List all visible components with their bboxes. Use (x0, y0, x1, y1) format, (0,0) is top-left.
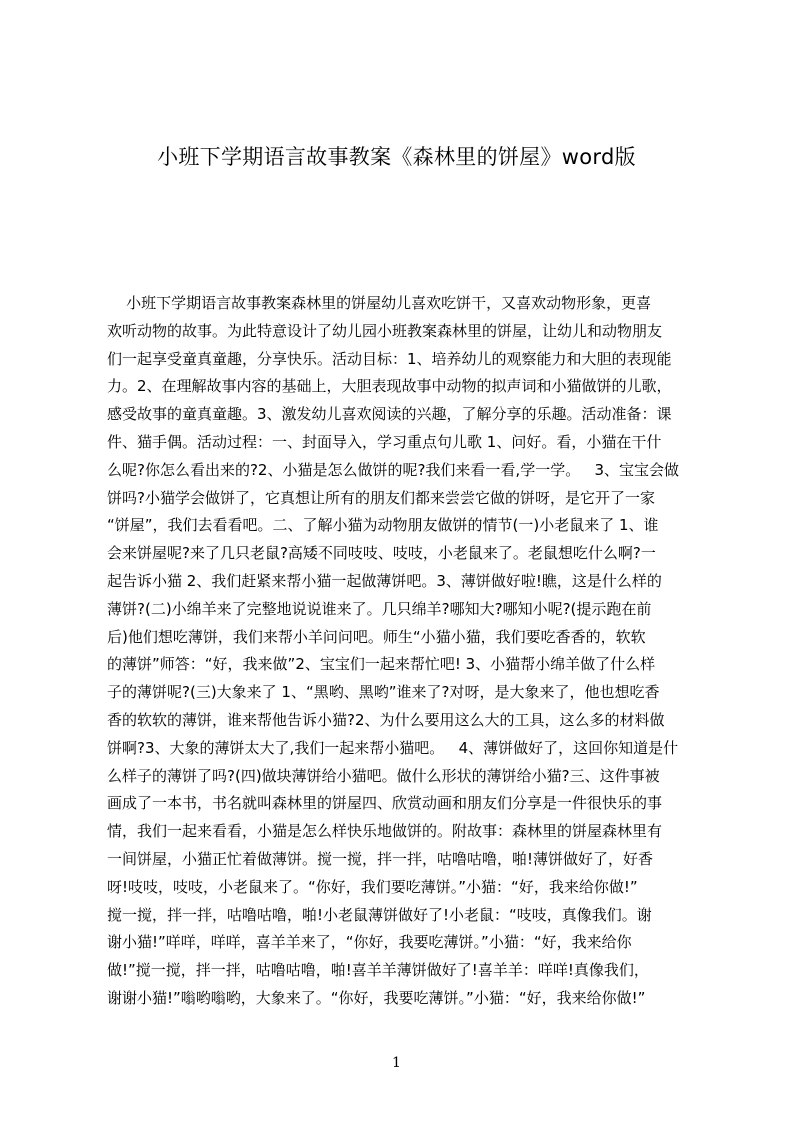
body-text-line: 小班下学期语言故事教案森林里的饼屋幼儿喜欢吃饼干，又喜欢动物形象，更喜 (107, 294, 652, 312)
body-text-line: 的薄饼”师答：“好，我来做”2、宝宝们一起来帮忙吧! 3、小猫帮小绵羊做了什么样 (107, 655, 656, 674)
body-text-line: 搅一搅，拌一拌，咕噜咕噜，啪!小老鼠薄饼做好了!小老鼠：“吱吱，真像我们。谢 (107, 905, 652, 924)
body-text-line: 子的薄饼呢?(三)大象来了 1、“黑哟、黑哟”谁来了?对呀，是大象来了，他也想吃香 (107, 683, 660, 702)
body-text-line: 呀!吱吱，吱吱，小老鼠来了。“你好，我们要吃薄饼。”小猫：“好，我来给你做!” (107, 877, 638, 896)
body-text-line: 件、猫手偶。活动过程：一、封面导入，学习重点句儿歌 1、问好。看，小猫在干什 (107, 432, 662, 451)
body-text-line: 们一起享受童真童趣，分享快乐。活动目标：1、培养幼儿的观察能力和大胆的表现能 (107, 349, 672, 368)
body-text-line: 后)他们想吃薄饼，我们来帮小羊问问吧。师生“小猫小猫，我们要吃香香的，软软 (107, 627, 646, 646)
body-text-line: 力。2、在理解故事内容的基础上，大胆表现故事中动物的拟声词和小猫做饼的儿歌， (107, 377, 672, 396)
body-text-line: 画成了一本书，书名就叫森林里的饼屋四、欣赏动画和朋友们分享是一件很快乐的事 (107, 794, 663, 813)
body-text-line: 么呢?你怎么看出来的?2、小猫是怎么做饼的呢?我们来看一看,学一学。 3、宝宝会做 (107, 460, 680, 479)
body-text-line: 感受故事的童真童趣。3、激发幼儿喜欢阅读的兴趣，了解分享的乐趣。活动准备：课 (107, 405, 672, 424)
body-text-line: 谢小猫!”咩咩，咩咩，喜羊羊来了，“你好，我要吃薄饼。”小猫：“好，我来给你 (107, 933, 632, 952)
body-text-line: 起告诉小猫 2、我们赶紧来帮小猫一起做薄饼吧。3、薄饼做好啦!瞧，这是什么样的 (107, 571, 662, 590)
body-text-line: 饼吗?小猫学会做饼了，它真想让所有的朋友们都来尝尝它做的饼呀，是它开了一家 (107, 488, 655, 507)
body-text-line: “饼屋”，我们去看看吧。二、了解小猫为动物朋友做饼的情节(一)小老鼠来了 1、谁 (107, 516, 659, 535)
body-text-line: 做!”搅一搅，拌一拌，咕噜咕噜，啪!喜羊羊薄饼做好了!喜羊羊：咩咩!真像我们， (107, 961, 649, 980)
body-text-line: 情，我们一起来看看，小猫是怎么样快乐地做饼的。附故事：森林里的饼屋森林里有 (107, 822, 663, 841)
body-text-line: 薄饼?(二)小绵羊来了完整地说说谁来了。几只绵羊?哪知大?哪知小呢?(提示跑在前 (107, 599, 652, 618)
document-body (107, 290, 697, 1007)
body-text-line: 饼啊?3、大象的薄饼太大了,我们一起来帮小猫吧。 4、薄饼做好了，这回你知道是什 (107, 738, 679, 757)
body-text-line: 一间饼屋，小猫正忙着做薄饼。搅一搅，拌一拌，咕噜咕噜，啪!薄饼做好了，好香 (107, 849, 654, 868)
body-text-line: 么样子的薄饼了吗?(四)做块薄饼给小猫吧。做什么形状的薄饼给小猫?三、这件事被 (107, 766, 660, 785)
body-text-line: 欢听动物的故事。为此特意设计了幼儿园小班教案森林里的饼屋，让幼儿和动物朋友 (107, 321, 663, 340)
body-text-line: 会来饼屋呢?来了几只老鼠?高矮不同吱吱、吱吱，小老鼠来了。老鼠想吃什么啊?一 (107, 544, 656, 563)
body-text-line: 香的软软的薄饼，谁来帮他告诉小猫?2、为什么要用这么大的工具，这么多的材料做 (107, 710, 665, 729)
document-title: 小班下学期语言故事教案《森林里的饼屋》word版 (157, 145, 636, 169)
body-text-line: 谢谢小猫!”嗡哟嗡哟，大象来了。“你好，我要吃薄饼。”小猫：“好，我来给你做!” (107, 988, 646, 1007)
page-number: 1 (392, 1055, 401, 1071)
